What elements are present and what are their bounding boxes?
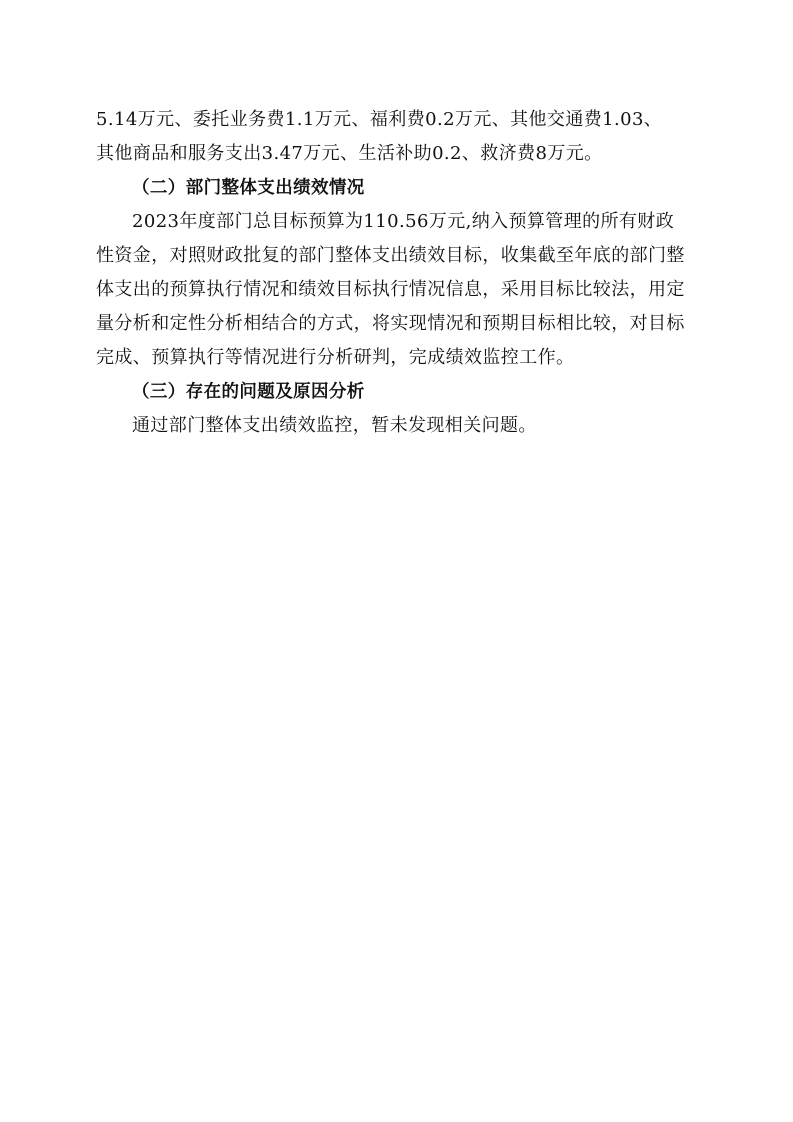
body-text-line: 完成、预算执行等情况进行分析研判，完成绩效监控工作。 bbox=[96, 347, 575, 368]
body-text-line: 其他商品和服务支出3.47万元、生活补助0.2、救济费8万元。 bbox=[96, 143, 603, 164]
paragraph-first-line: 2023年度部门总目标预算为110.56万元,纳入预算管理的所有财政 bbox=[132, 211, 675, 232]
document-body bbox=[96, 103, 704, 443]
body-text-line: 体支出的预算执行情况和绩效目标执行情况信息，采用目标比较法，用定 bbox=[96, 279, 685, 300]
body-text-line: 5.14万元、委托业务费1.1万元、福利费0.2万元、其他交通费1.03、 bbox=[96, 109, 663, 130]
paragraph-first-line: 通过部门整体支出绩效监控，暂未发现相关问题。 bbox=[132, 415, 537, 436]
body-text-line: 量分析和定性分析相结合的方式，将实现情况和预期目标相比较，对目标 bbox=[96, 313, 685, 334]
body-text-line: 性资金，对照财政批复的部门整体支出绩效目标，收集截至年底的部门整 bbox=[96, 245, 685, 266]
section-heading: （三）存在的问题及原因分析 bbox=[132, 382, 365, 402]
section-heading: （二）部门整体支出绩效情况 bbox=[132, 178, 365, 198]
